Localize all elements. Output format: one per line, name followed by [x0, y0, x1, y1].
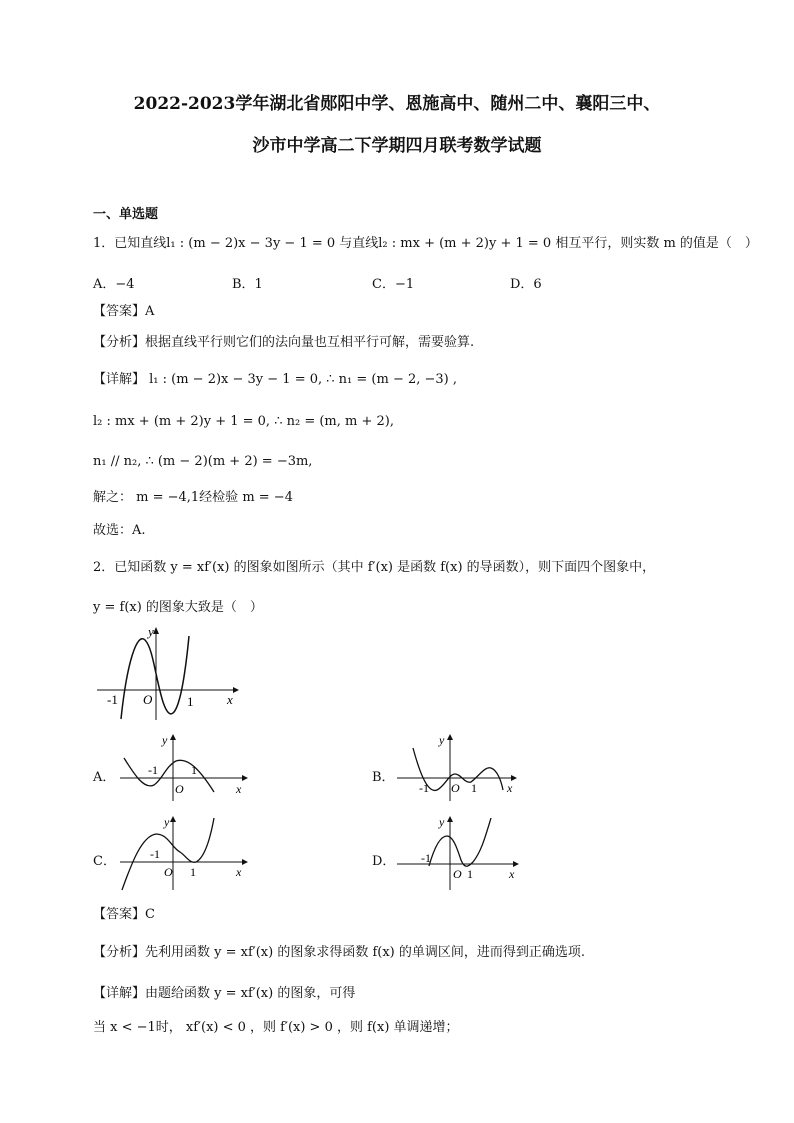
- y-axis-arrow-icon: [170, 734, 176, 740]
- x-axis-arrow-icon: [233, 687, 239, 693]
- origin-label: O: [143, 692, 153, 707]
- q2-stem-1: 2．已知函数 y = xf′(x) 的图象如图所示（其中 f′(x) 是函数 f(x) 的导函数），则下面四个图象中，: [93, 560, 656, 575]
- svg-text:O: O: [453, 867, 462, 881]
- neg1-label: -1: [107, 692, 118, 707]
- svg-text:1: 1: [190, 865, 196, 879]
- x-axis-arrow-icon: [242, 775, 248, 781]
- x-axis-arrow-icon: [242, 859, 248, 865]
- curve: [121, 636, 189, 719]
- q1-analysis: 【分析】根据直线平行则它们的法向量也互相平行可解，需要验算.: [93, 335, 475, 350]
- option-b-graph: [395, 730, 525, 802]
- option-c-graph: [118, 812, 258, 892]
- q2-detail-2: 当 x < −1时， xf′(x) < 0 ，则 f′(x) > 0 ，则 f(x) 单调递增；: [93, 1020, 459, 1035]
- svg-text:x: x: [507, 781, 513, 795]
- q1-option-b: B．1: [232, 277, 263, 292]
- svg-text:1: 1: [471, 781, 477, 795]
- q2-stem-2: y = f(x) 的图象大致是（ ）: [93, 600, 263, 615]
- q2-detail-1: 【详解】由题给函数 y = xf′(x) 的图象，可得: [93, 986, 356, 1001]
- svg-text:-1: -1: [421, 851, 431, 865]
- svg-text:1: 1: [467, 867, 473, 881]
- q1-option-a: A．−4: [93, 277, 135, 292]
- q1-stem: 1．已知直线l₁ : (m − 2)x − 3y − 1 = 0 与直线l₂ : mx + (m + 2)y + 1 = 0 相互平行，则实数 m 的值是（ ）: [93, 236, 758, 251]
- svg-text:O: O: [451, 781, 460, 795]
- q1-detail-3: n₁ // n₂, ∴ (m − 2)(m + 2) = −3m,: [93, 454, 313, 469]
- one-label: 1: [187, 694, 194, 709]
- q2-option-a-label: A．: [93, 770, 116, 785]
- q2-answer: 【答案】C: [93, 907, 155, 922]
- svg-text:y: y: [439, 733, 445, 747]
- y-axis-arrow-icon: [447, 734, 453, 740]
- svg-text:-1: -1: [419, 781, 429, 795]
- option-a-graph: [118, 730, 258, 802]
- section-heading: 一、单选题: [93, 207, 159, 222]
- q1-answer: 【答案】A: [93, 304, 155, 319]
- q2-option-b-label: B．: [372, 770, 395, 785]
- svg-text:y: y: [162, 733, 168, 747]
- q2-option-c-label: C．: [93, 854, 116, 869]
- q1-detail-1: 【详解】 l₁ : (m − 2)x − 3y − 1 = 0, ∴ n₁ = (m − 2, −3) ,: [93, 372, 458, 387]
- y-axis-arrow-icon: [170, 816, 176, 822]
- q2-analysis: 【分析】先利用函数 y = xf′(x) 的图象求得函数 f(x) 的单调区间，进而得到正确选项.: [93, 945, 586, 960]
- q1-option-d: D．6: [510, 277, 542, 292]
- main-graph: [93, 622, 243, 722]
- y-axis-arrow-icon: [153, 627, 159, 634]
- page-title-line1: 2022-2023学年湖北省郧阳中学、恩施高中、随州二中、襄阳三中、: [133, 94, 661, 114]
- q1-detail-4: 解之： m = −4,1经检验 m = −4: [93, 490, 293, 505]
- page-title-line2: 沙市中学高二下学期四月联考数学试题: [252, 136, 542, 156]
- q1-option-c: C．−1: [372, 277, 415, 292]
- svg-text:1: 1: [191, 763, 197, 777]
- svg-text:O: O: [164, 865, 173, 879]
- q1-detail-2: l₂ : mx + (m + 2)y + 1 = 0, ∴ n₂ = (m, m + 2),: [93, 414, 394, 429]
- q1-detail-5: 故选：A.: [93, 523, 146, 538]
- y-label: y: [148, 624, 154, 639]
- svg-text:O: O: [175, 782, 184, 796]
- svg-text:y: y: [439, 815, 445, 829]
- x-label: x: [227, 692, 233, 707]
- svg-text:-1: -1: [150, 847, 160, 861]
- svg-text:x: x: [509, 867, 515, 881]
- svg-text:x: x: [236, 782, 242, 796]
- svg-text:-1: -1: [148, 763, 158, 777]
- svg-text:x: x: [236, 865, 242, 879]
- svg-text:y: y: [164, 815, 170, 829]
- option-d-graph: [395, 812, 525, 892]
- q2-option-d-label: D．: [372, 854, 396, 869]
- y-axis-arrow-icon: [447, 816, 453, 822]
